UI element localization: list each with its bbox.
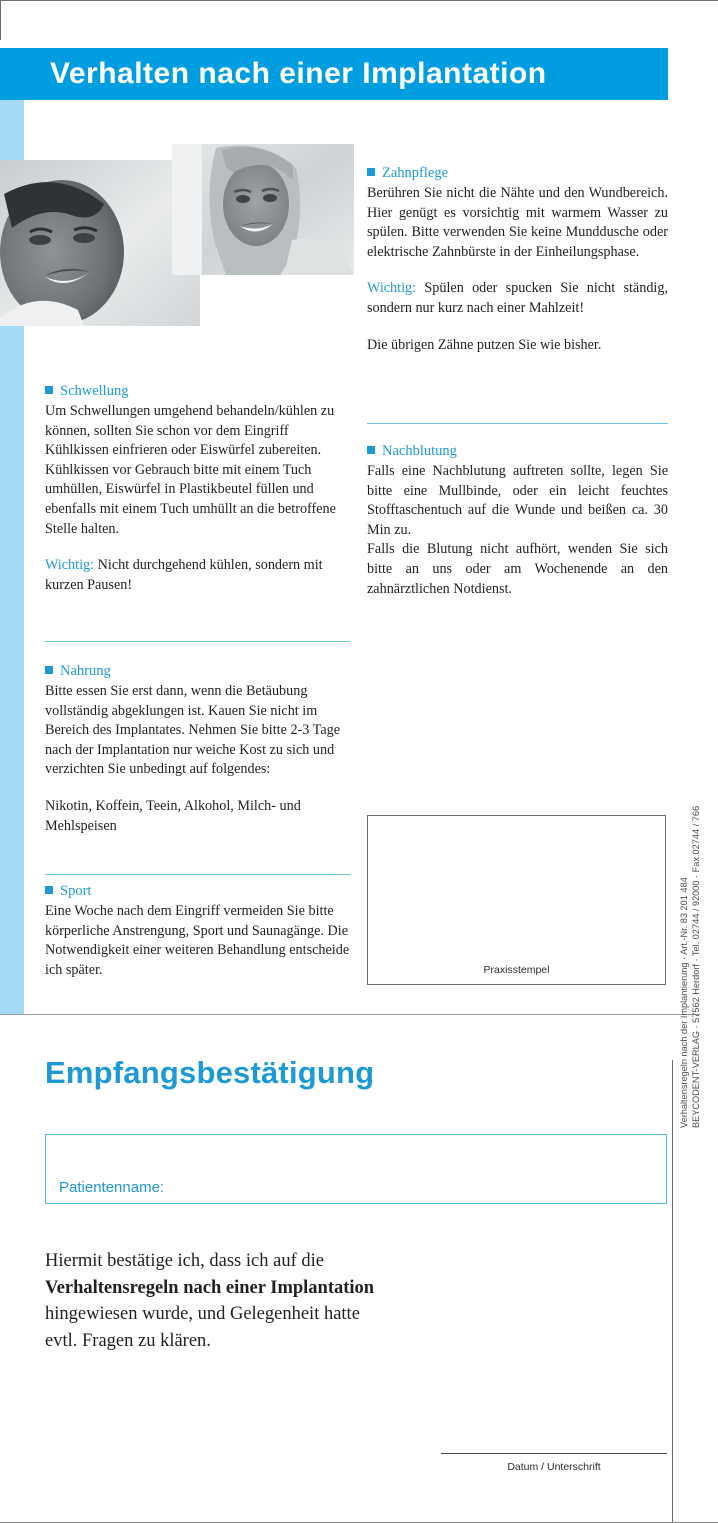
right-column-nachblutung <box>367 442 668 599</box>
section-heading-sport <box>45 882 350 901</box>
zahnpflege-closing: Die übrigen Zähne putzen Sie wie bisher. <box>367 336 602 353</box>
imprint-line-2: BEYCODENT-VERLAG · 57562 Herdorf · Tel. 02744 / 92000 · Fax 02744 / 766 <box>690 805 701 1128</box>
page-title: Verhalten nach einer Implantation <box>50 57 547 90</box>
schwellung-note <box>45 556 350 595</box>
bullet-square-icon <box>45 666 53 674</box>
page-fold-divider <box>0 1014 700 1015</box>
photo-smiling-man <box>0 160 200 326</box>
bullet-square-icon <box>367 446 375 454</box>
publisher-imprint <box>679 748 702 1128</box>
patient-name-field[interactable] <box>45 1134 667 1204</box>
section-heading-label: Zahnpflege <box>382 165 449 181</box>
photo-smiling-woman <box>172 144 354 275</box>
acknowledgement-title: Empfangsbestätigung <box>45 1055 375 1090</box>
section-heading-label: Schwellung <box>60 383 129 399</box>
acknowledgement-text <box>45 1248 545 1354</box>
ack-line-3: hingewiesen wurde, und Gelegenheit hatte <box>45 1304 360 1324</box>
ack-line-bold: Verhaltensregeln nach einer Implantation <box>45 1277 375 1298</box>
left-column-schwellung <box>45 382 350 595</box>
bullet-square-icon <box>367 168 375 176</box>
section-divider <box>367 423 668 424</box>
ack-line-1: Hiermit bestätige ich, dass ich auf die <box>45 1251 324 1271</box>
page-top-rule <box>0 0 718 1</box>
section-heading-nahrung <box>45 662 350 681</box>
nachblutung-body-2: Falls die Blutung nicht aufhört, wenden Sie sich bitte an uns oder am Wochenende an den zahnärztlichen Notdienst. <box>367 541 668 597</box>
nahrung-avoid-list: Nikotin, Koffein, Teein, Alkohol, Milch- und Mehlspeisen <box>45 797 301 834</box>
signature-label: Datum / Unterschrift <box>507 1461 601 1473</box>
zahnpflege-note-body: Spülen oder spucken Sie nicht ständig, sondern nur kurz nach einer Mahlzeit! <box>367 280 668 316</box>
section-heading-nachblutung <box>367 442 668 461</box>
page-right-rule <box>672 1060 673 1523</box>
right-column-zahnpflege <box>367 164 668 355</box>
sport-body: Eine Woche nach dem Eingriff vermeiden Sie bitte körperliche Anstrengung, Sport und Saunagänge. Die Notwendigkeit einer weiteren Behandlung entscheide ich später. <box>45 903 350 978</box>
left-column-nahrung <box>45 662 350 836</box>
nachblutung-body-1: Falls eine Nachblutung auftreten sollte, legen Sie bitte eine Mullbinde, oder ein leicht feuchtes Stofftaschentuch auf die Wunde und beißen ca. 30 Min zu. <box>367 463 668 538</box>
right-divider-1 <box>367 423 668 424</box>
left-divider-1 <box>45 641 350 642</box>
signature-line[interactable] <box>441 1453 667 1454</box>
section-heading-zahnpflege <box>367 164 668 183</box>
zahnpflege-note-label: Wichtig: <box>367 280 417 297</box>
schwellung-note-label: Wichtig: <box>45 557 95 574</box>
bullet-square-icon <box>45 386 53 394</box>
left-column-sport <box>45 882 350 980</box>
bullet-square-icon <box>45 886 53 894</box>
nahrung-body: Bitte essen Sie erst dann, wenn die Betäubung vollständig abgeklungen ist. Kauen Sie nicht im Bereich des Implantates. Nehmen Sie bitte 2-3 Tage nach der Implantation nur weiche Kost zu sich und verzichten Sie unbedingt auf folgendes: <box>45 683 341 778</box>
section-divider <box>45 874 350 875</box>
zahnpflege-body: Berühren Sie nicht die Nähte und den Wundbereich. Hier genügt es vorsichtig mit warmem Wasser zu spülen. Bitte verwenden Sie keine Munddusche oder elektrische Zahnbürste in der Einheilungsphase. <box>367 185 668 260</box>
imprint-line-1: Verhaltensregeln nach der Implantierung · Art.-Nr. 83 201 484 <box>679 877 689 1128</box>
page-left-rule <box>0 0 1 40</box>
section-heading-label: Sport <box>60 883 92 899</box>
section-heading-label: Nahrung <box>60 663 111 679</box>
practice-stamp-box[interactable] <box>367 815 666 985</box>
section-divider <box>45 641 350 642</box>
schwellung-note-body: Nicht durchgehend kühlen, sondern mit kurzen Pausen! <box>45 557 323 593</box>
section-heading-schwellung <box>45 382 350 401</box>
schwellung-body: Um Schwellungen umgehend behandeln/kühlen zu können, sollten Sie schon vor dem Eingriff Kühlkissen einfrieren oder Eiswürfel zubereiten. Kühlkissen vor Gebrauch bitte mit einem Tuch umhüllen, Eiswürfel in Plastikbeutel füllen und ebenfalls mit einem Tuch umhüllt an die betroffene Stelle halten. <box>45 403 336 537</box>
patient-name-label: Patientenname: <box>59 1179 165 1196</box>
ack-line-4: evtl. Fragen zu klären. <box>45 1330 211 1351</box>
practice-stamp-label: Praxisstempel <box>483 964 550 976</box>
section-heading-label: Nachblutung <box>382 443 457 459</box>
left-divider-2 <box>45 874 350 875</box>
zahnpflege-note <box>367 279 668 318</box>
